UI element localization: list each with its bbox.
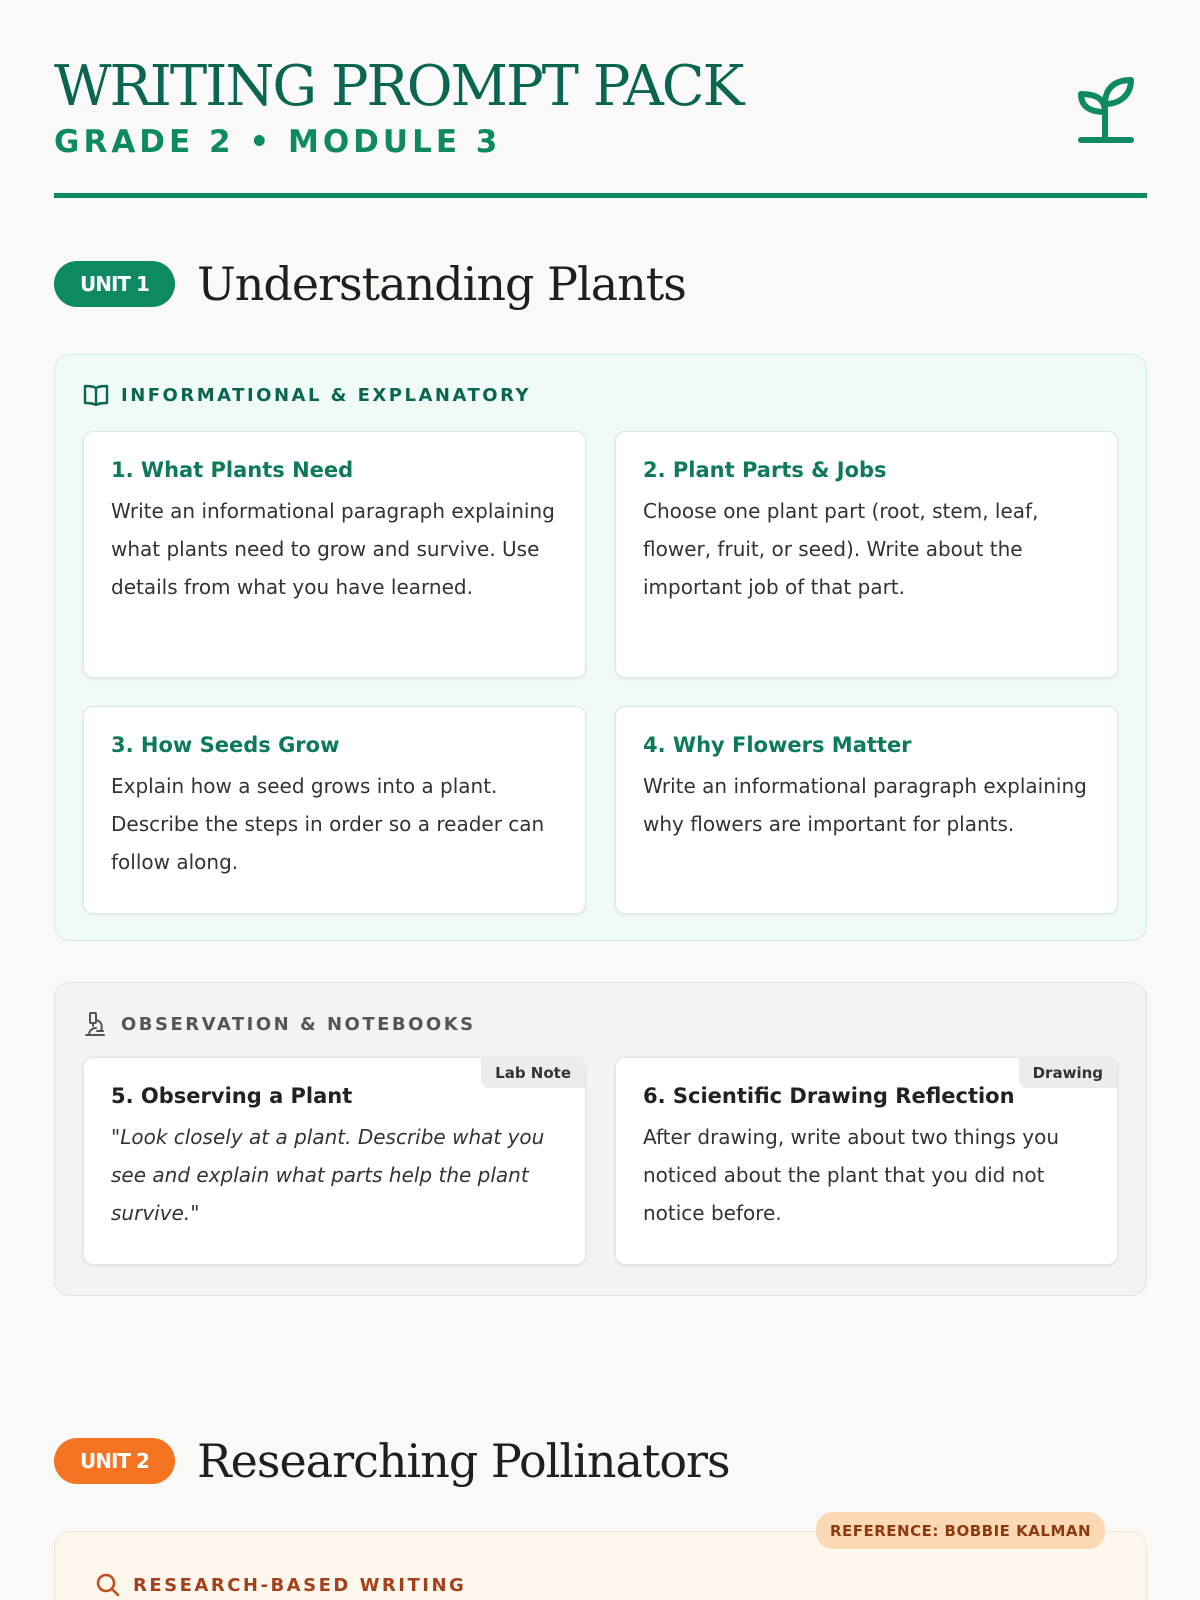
observation-section <box>54 982 1147 1296</box>
sprout-icon <box>1075 74 1141 146</box>
section-label-text: RESEARCH-BASED WRITING <box>133 1574 467 1596</box>
unit-badge: UNIT 1 <box>54 261 175 307</box>
magnifier-icon <box>95 1572 121 1598</box>
reference-badge: REFERENCE: BOBBIE KALMAN <box>816 1512 1105 1549</box>
informational-section <box>54 354 1147 941</box>
prompt-text: Choose one plant part (root, stem, leaf, flower, fruit, or seed). Write about the important job of that part. <box>643 499 1039 599</box>
prompt-tag: Drawing <box>1019 1058 1117 1088</box>
section-label <box>83 383 531 407</box>
page-subtitle: GRADE 2 • MODULE 3 <box>54 124 502 160</box>
prompt-tag: Lab Note <box>481 1058 585 1088</box>
unit-title: Researching Pollinators <box>197 1434 730 1488</box>
header-divider <box>54 193 1147 198</box>
unit-heading <box>54 1431 730 1491</box>
prompt-title: 5. Observing a Plant <box>111 1084 353 1108</box>
unit-heading <box>54 254 686 314</box>
unit-badge: UNIT 2 <box>54 1438 175 1484</box>
page <box>54 0 1147 1596</box>
section-label <box>95 1572 466 1598</box>
prompt-card <box>83 1057 586 1265</box>
page-header <box>54 0 1147 200</box>
prompt-title: 6. Scientific Drawing Reflection <box>643 1084 1015 1108</box>
prompt-text: After drawing, write about two things you noticed about the plant that you did not notice before. <box>643 1125 1060 1225</box>
page-title: WRITING PROMPT PACK <box>54 54 743 119</box>
prompt-card <box>615 1057 1118 1265</box>
prompt-title: 2. Plant Parts & Jobs <box>643 458 887 482</box>
prompt-title: 1. What Plants Need <box>111 458 354 482</box>
prompt-card <box>83 706 586 914</box>
section-label-text: INFORMATIONAL & EXPLANATORY <box>121 384 531 406</box>
prompt-text: Write an informational paragraph explaining what plants need to grow and survive. Use details from what you have learned. <box>111 499 555 599</box>
unit-title: Understanding Plants <box>197 257 686 311</box>
section-label-text: OBSERVATION & NOTEBOOKS <box>121 1013 476 1035</box>
prompt-text: "Look closely at a plant. Describe what you see and explain what parts help the plant survive." <box>111 1125 545 1225</box>
prompt-title: 4. Why Flowers Matter <box>643 733 912 757</box>
book-icon <box>83 383 109 407</box>
prompt-text: Write an informational paragraph explaining why flowers are important for plants. <box>643 774 1087 836</box>
section-label <box>83 1011 476 1037</box>
microscope-icon <box>83 1011 109 1037</box>
prompt-card <box>83 431 586 678</box>
prompt-text: Explain how a seed grows into a plant. Describe the steps in order so a reader can follow along. <box>111 774 545 874</box>
prompt-card <box>615 431 1118 678</box>
prompt-card <box>615 706 1118 914</box>
prompt-title: 3. How Seeds Grow <box>111 733 340 757</box>
